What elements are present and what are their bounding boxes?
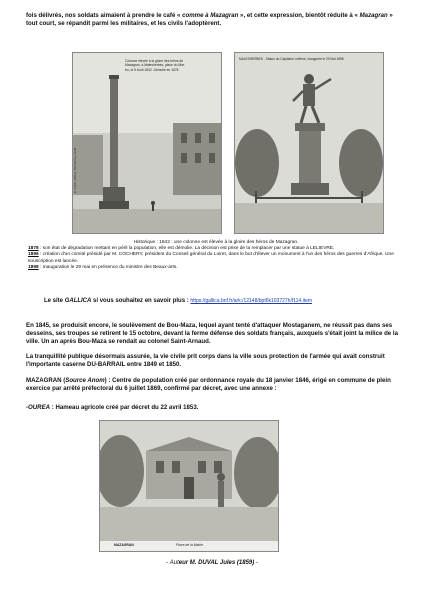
history-caption [28, 240, 404, 271]
intro-text-2: », et cette expression, bientôt réduite à « [238, 12, 360, 19]
paragraph-mazagran [26, 377, 400, 393]
history-item [28, 252, 404, 264]
intro-paragraph [26, 12, 400, 28]
mazagran-text: ) : Centre de population créé par ordonnance royale du 18 janvier 1846, érigé en commune de plein exercice par arrêté préfectoral du 6 juillet 1869, confirmé par décret, avec une annexe : [26, 377, 391, 392]
mazagran-source: Source Anom [65, 377, 105, 384]
column-postcard-publisher: E. Rosé, éditeur, Montereau-Andé [73, 147, 77, 193]
column-postcard-caption [125, 59, 219, 72]
mairie-postcard-photo [99, 420, 279, 552]
mairie-caption-left: MAZAGRAN [114, 543, 134, 547]
statue-postcard-photo [234, 52, 384, 234]
paragraph-ourea [26, 404, 400, 412]
ourea-text: : Hameau agricole créé par décret du 22 avril 1853. [50, 404, 199, 411]
gallica-line [44, 298, 404, 304]
paragraph-tranquillite: La tranquillité publique désormais assurée, la vie civile prit corps dans la ville sous protection de l'armée qui avait construit l'importante caserne DU-BARRAIL entre 1849 et 1850. [26, 353, 385, 368]
history-text: : création d'un comité présidé par M. COCHERY, président du Conseil général du Loiret, dans le but d'élever un monument à l'un des héros des guerres d'Afrique. Une souscription est lancée. [28, 252, 394, 264]
statue-postcard-image [235, 53, 383, 233]
column-postcard-image [73, 53, 221, 233]
intro-italic-2: Mazagran [359, 12, 388, 19]
gallica-name: GALLICA [64, 298, 92, 304]
column-caption-line: Colonne élevée à la gloire des héros de [125, 59, 184, 63]
intro-text-3: » tout court, se répandit parmi les militaires, et les civils l'adoptèrent. [26, 12, 393, 27]
history-line1-text: : une colonne est élevée à la gloire des héros de Mazagran. [169, 240, 299, 245]
mairie-postcard-image [100, 421, 278, 551]
history-text: : son état de dégradation mettant en péril la population, elle est démolie. La décision est prise de la remplacer par une statue à LELIEVRE. [38, 246, 335, 252]
column-postcard-photo [72, 52, 222, 234]
history-text: : Inauguration le 29 mai en présence du ministre des Beaux-arts. [38, 264, 178, 270]
intro-text-1: fois délivrés, nos soldats aimaient à prendre le café « [26, 12, 183, 19]
gallica-link[interactable]: https://gallica.bnf.fr/ark:/12148/bpt6k103727h/f114.item [190, 298, 313, 304]
intro-italic-1: comme à Mazagran [182, 12, 239, 19]
mazagran-lead: MAZAGRAN ( [26, 377, 66, 384]
mairie-caption-right: Place de la Mairie. [176, 543, 204, 547]
footer-dash: - [254, 560, 258, 566]
footer-author: eur M. DUVAL Jules (1859) [178, 560, 255, 566]
ourea-name: OUREA [28, 404, 51, 411]
paragraph-bou-maza: En 1845, se produisit encore, le soulèvement de Bou-Maza, lequel ayant tenté d'attaquer Mostaganem, ne réussit pas dans ses desseins, ses troupes se retirent le 15 octobre, devant la ferme défense des soldats français, auxquels s'était joint la milice de la ville. Un an après Bou-Maza se rendait au colonel Saint-Arnaud. [26, 322, 398, 345]
column-caption-line: Mazagran, à Malesherbes, place du Mar- [125, 63, 186, 68]
history-lead: Historique : 1842 [133, 240, 170, 245]
history-item [28, 265, 404, 271]
gallica-text-a: Le site [44, 298, 65, 304]
history-year: 1896 [28, 252, 39, 258]
footer-dash: - [166, 560, 170, 566]
ourea-prefix: - [26, 404, 29, 411]
history-year: 1898 [28, 264, 39, 270]
history-year: 1878 [28, 246, 39, 252]
author-footer [0, 560, 424, 566]
statue-postcard-caption: MALESHERBES - Statue du Capitaine Lelièvre, inaugurée le 29 Mai 1898 [239, 57, 344, 61]
footer-author-prefix: Aut [169, 560, 179, 566]
column-caption-line: tro, le 5 Août 1842. Démolie en 1878 [125, 67, 179, 72]
gallica-text-b: si vous souhaitez en savoir plus : [91, 298, 191, 304]
